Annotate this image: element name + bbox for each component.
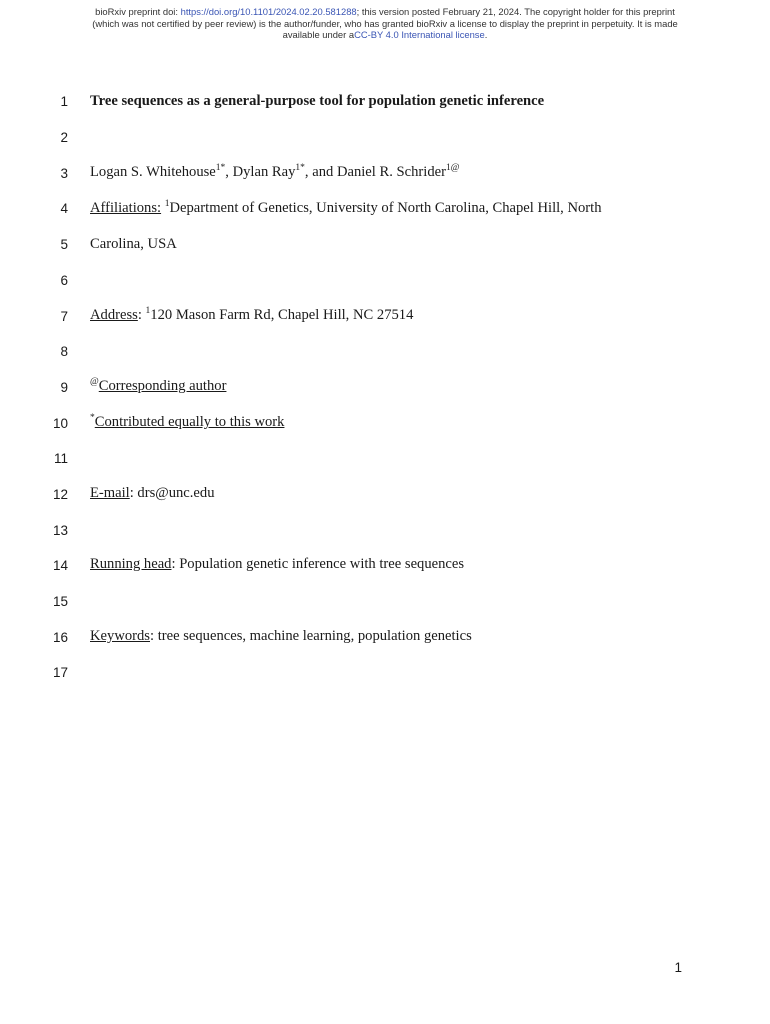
corresponding-mark: @ [90,377,99,388]
author-affiliation-mark: 1@ [445,163,460,174]
line-number: 10 [52,416,68,431]
license-link[interactable]: CC-BY 4.0 International license [354,29,485,40]
contributed-text: Contributed equally to this work [94,414,285,430]
line-number: 7 [60,309,68,324]
separator: : [129,485,138,501]
header-line-1 [0,6,770,18]
line-number: 6 [60,273,68,288]
line-number: 4 [60,201,68,216]
affiliation-continuation: Carolina, USA [90,236,177,252]
line-number: 9 [60,380,68,395]
affiliations-label: Affiliations: [90,200,162,216]
author-affiliation-mark: 1* [295,163,305,174]
line-number: 13 [52,523,68,538]
address-label: Address [90,307,138,323]
header-line-3 [0,29,770,41]
line-number: 3 [60,166,68,181]
keywords-label: Keywords [90,628,150,644]
author-list [90,164,459,181]
line-number: 12 [52,487,68,502]
header-text: ; this version posted February 21, 2024. The copyright holder for this preprint [356,6,675,17]
email [90,485,215,502]
header-text: . [484,29,488,40]
address [90,307,413,324]
page-number: 1 [674,960,682,975]
doi-link[interactable]: https://doi.org/10.1101/2024.02.20.581288 [180,6,357,17]
corresponding-note [90,378,226,395]
email-label: E-mail [90,485,130,501]
corresponding-text: Corresponding author [98,378,227,394]
author-affiliation-mark: 1* [215,163,226,174]
line-number: 16 [52,630,68,645]
author-name: Logan S. Whitehouse [90,164,216,180]
running-head-text: Population genetic inference with tree sequences [179,556,465,572]
affiliation-text: Department of Genetics, University of North Carolina, Chapel Hill, North [169,200,602,216]
header-text: bioRxiv preprint doi: [95,6,181,17]
author-name: , Dylan Ray [225,164,296,180]
line-number: 15 [52,594,68,609]
affiliations [90,200,602,217]
line-number: 11 [53,451,68,466]
keywords [90,628,472,645]
paper-title: Tree sequences as a general-purpose tool for population genetic inference [90,93,545,109]
email-address[interactable]: drs@unc.edu [137,485,215,501]
address-mark: 1 [145,306,151,317]
affiliation-mark: 1 [164,199,170,210]
separator: : [137,307,146,323]
separator: : [150,628,158,644]
line-number: 14 [52,558,68,573]
header-text: available under a [282,29,355,40]
address-text: 120 Mason Farm Rd, Chapel Hill, NC 27514 [150,307,414,323]
keywords-text: tree sequences, machine learning, population genetics [157,628,472,644]
line-number: 8 [60,344,68,359]
line-number: 17 [52,665,68,680]
contributed-note [90,414,284,431]
contributed-mark: * [90,413,95,424]
separator: : [171,556,180,572]
line-number: 5 [60,237,68,252]
header-line-2: (which was not certified by peer review) is the author/funder, who has granted bioRxiv a license to display the preprint in perpetuity. It is made [92,17,678,29]
author-name: , and Daniel R. Schrider [304,164,446,180]
preprint-header [0,6,770,41]
running-head-label: Running head [90,556,172,572]
line-number: 1 [60,94,68,109]
running-head [90,556,464,573]
line-number: 2 [60,130,68,145]
